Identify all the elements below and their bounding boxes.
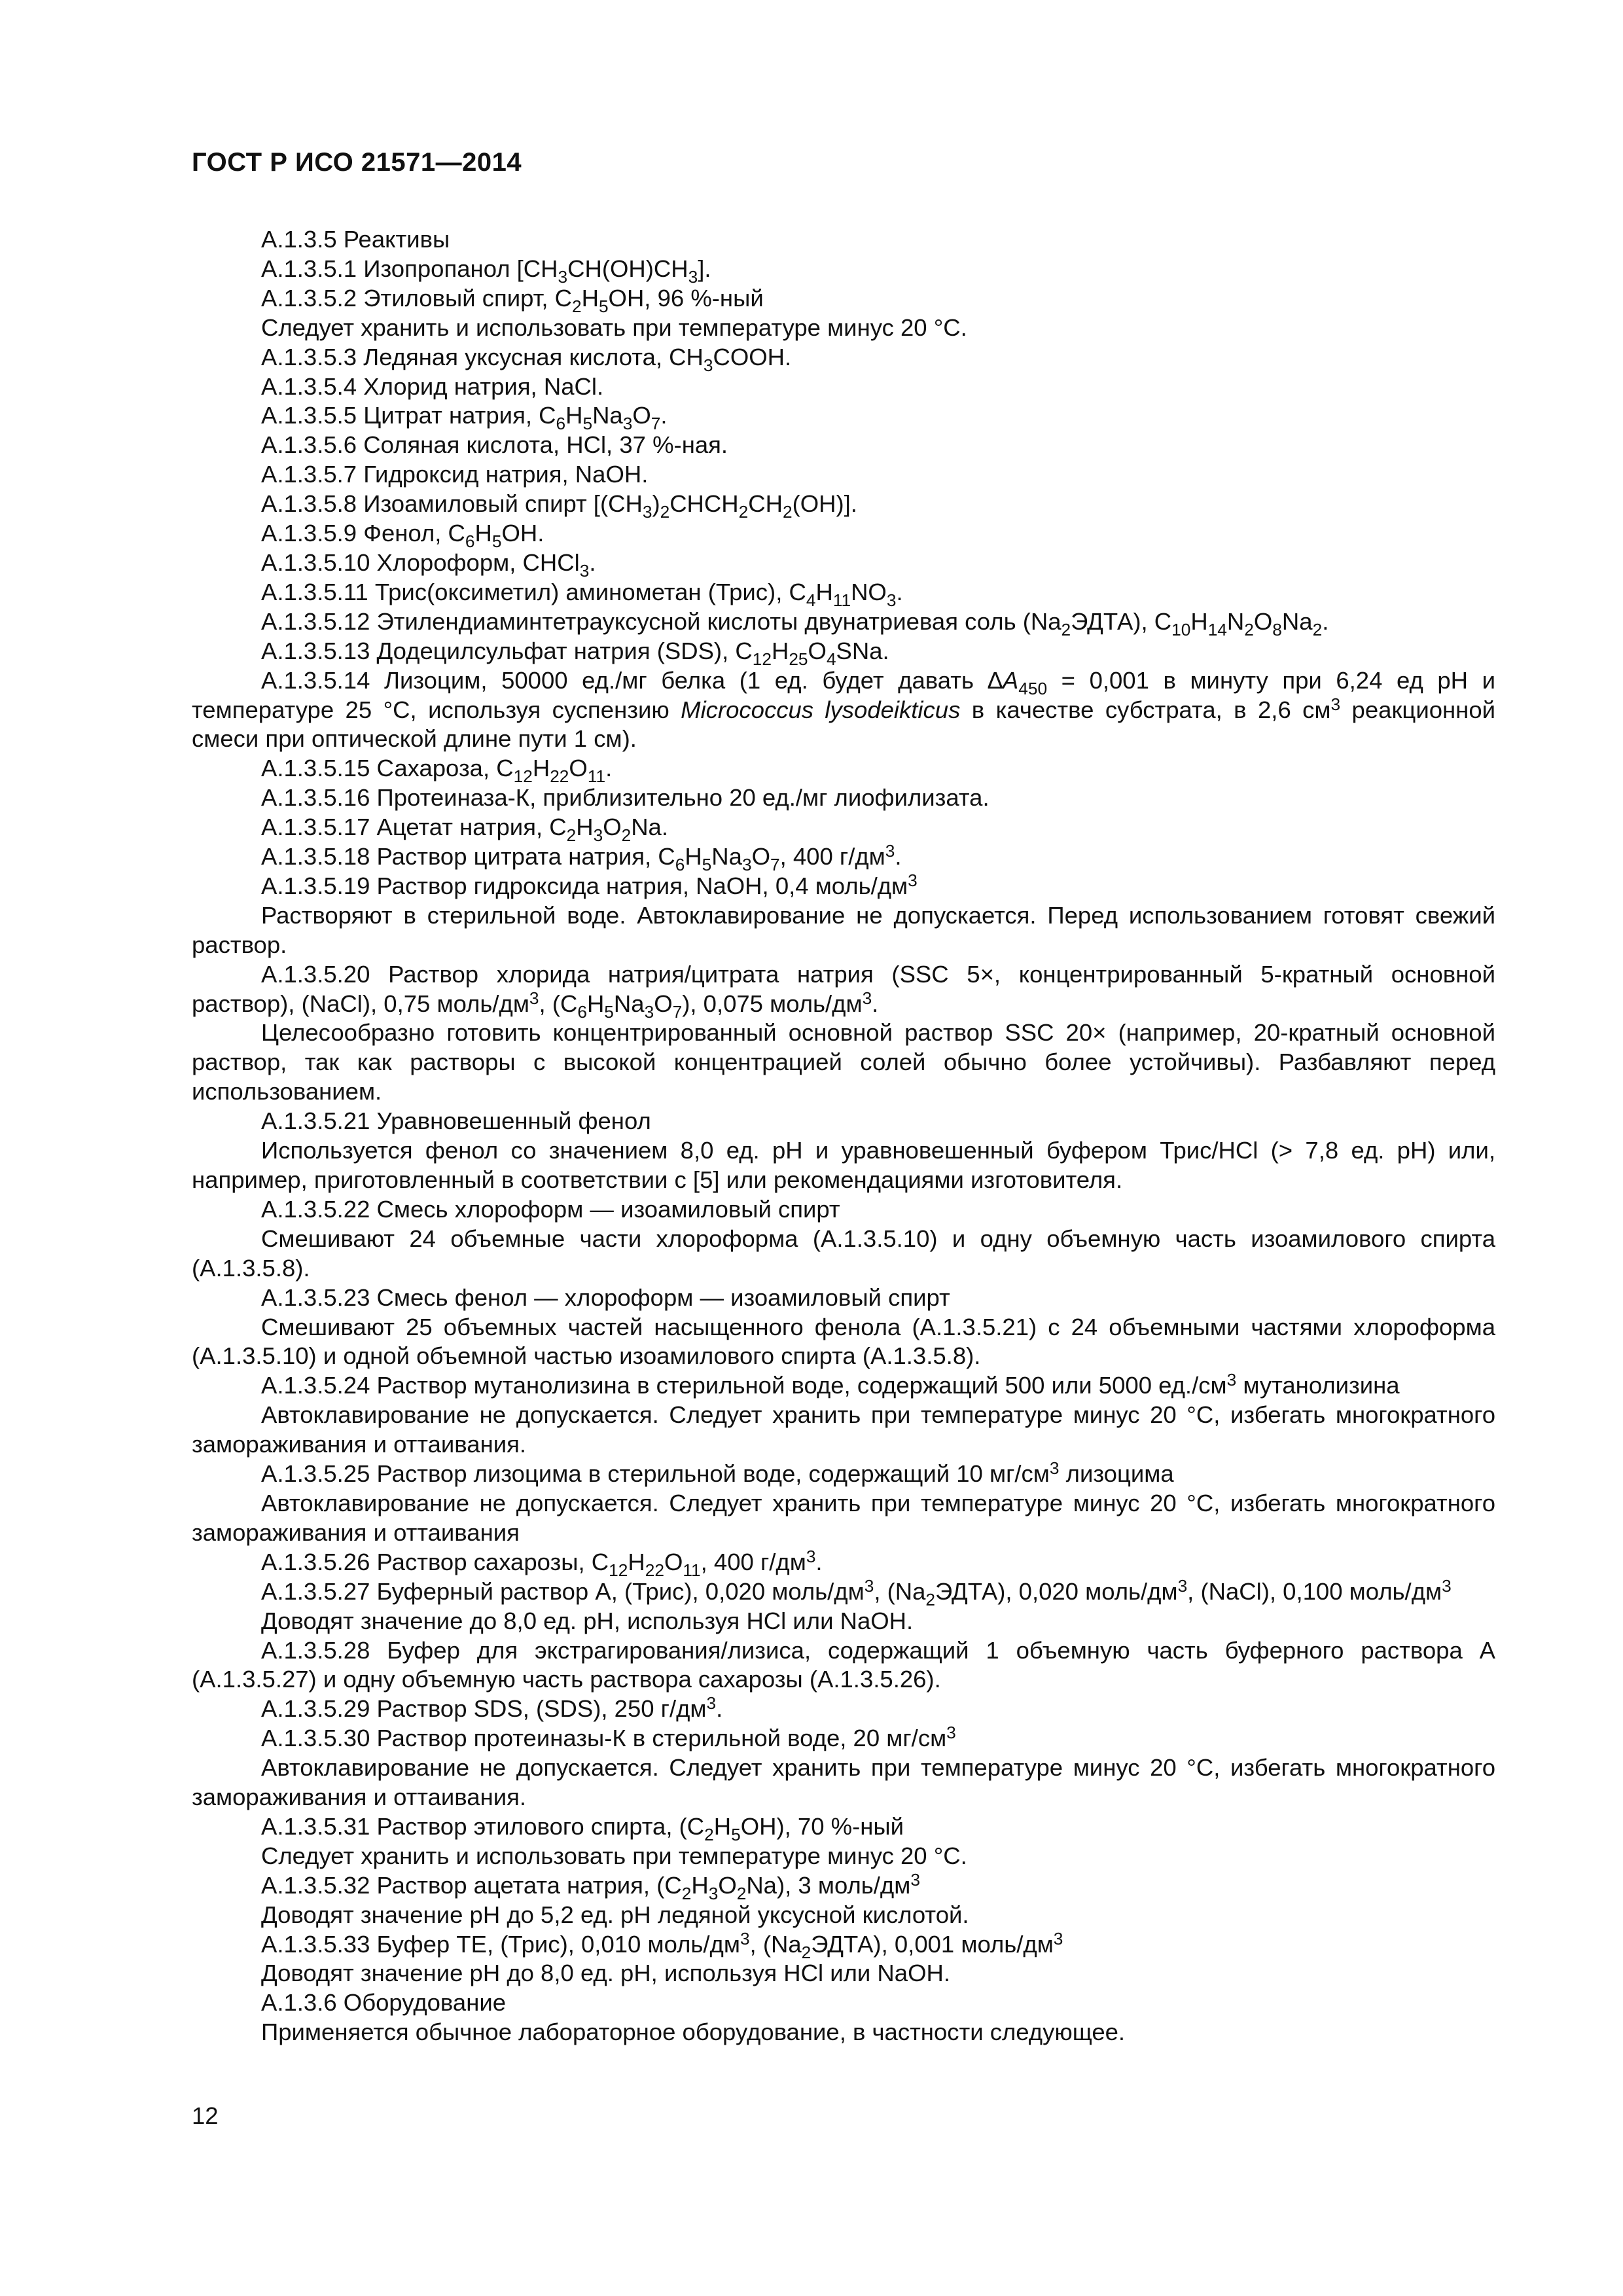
paragraph: А.1.3.5.3 Ледяная уксусная кислота, $CH_3COOH$. bbox=[261, 343, 792, 375]
paragraph: А.1.3.5.6 Соляная кислота, HCl, 37 %-ная. bbox=[261, 431, 728, 459]
paragraph: А.1.3.5.27 Буферный раствор А, (Трис), 0,020 моль/$дм^3$, $(Na_2ЭДТА)$, 0,020 моль/$дм^3$, (NaCl), 0,100 моль/$дм^3$ bbox=[261, 1575, 1452, 1609]
paragraph: А.1.3.6 Оборудование bbox=[261, 1989, 507, 2017]
paragraph: Смешивают 24 объемные части хлороформа (А.1.3.5.10) и одну объемную часть изоамилового спирта (А.1.3.5.8). bbox=[192, 1225, 1495, 1282]
paragraph: А.1.3.5.23 Смесь фенол — хлороформ — изоамиловый спирт bbox=[261, 1283, 950, 1311]
paragraph: Используется фенол со значением 8,0 ед. pH и уравновешенный буфером Трис/HCl (> 7,8 ед. pH) или, например, приготовленный в соответствии с [5] или рекомендациями изготовителя. bbox=[192, 1137, 1495, 1193]
paragraph: Автоклавирование не допускается. Следует хранить при температуре минус 20 °С, избегать многократного замораживания и оттаивания. bbox=[192, 1401, 1495, 1458]
paragraph: Целесообразно готовить концентрированный основной раствор SSC 20× (например, 20-кратный основной раствор, так как растворы с высокой концентрацией солей обычно более устойчивы). Разбавляют перед использованием. bbox=[192, 1019, 1495, 1105]
paragraph: А.1.3.5.20 Раствор хлорида натрия/цитрата натрия (SSC 5×, концентрированный 5-кратный основной раствор), (NaCl), 0,75 моль/$дм^3$, $(C_6H_5Na_3O_7)$, 0,075 моль/$дм^3$. bbox=[192, 960, 1495, 1022]
paragraph: А.1.3.5.5 Цитрат натрия, $C_6H_5Na_3O_7$. bbox=[261, 402, 668, 434]
paragraph: А.1.3.5.29 Раствор SDS, (SDS), 250 $г/дм^3$. bbox=[261, 1693, 723, 1723]
document-header-title: ГОСТ Р ИСО 21571—2014 bbox=[192, 148, 522, 177]
paragraph: А.1.3.5.19 Раствор гидроксида натрия, NaOH, 0,4 моль/$дм^3$ bbox=[261, 870, 918, 899]
paragraph: А.1.3.5.16 Протеиназа-К, приблизительно 20 ед./мг лиофилизата. bbox=[261, 784, 990, 812]
paragraph: Доводят значение pH до 5,2 ед. pH ледяной уксусной кислотой. bbox=[261, 1901, 969, 1928]
paragraph: А.1.3.5.9 Фенол, $C_6H_5OH$. bbox=[261, 520, 544, 551]
paragraph: А.1.3.5.17 Ацетат натрия, $C_2H_3O_2Na$. bbox=[261, 814, 669, 846]
paragraph: Следует хранить и использовать при температуре минус 20 °С. bbox=[261, 314, 967, 341]
paragraph: Доводят значение pH до 8,0 ед. pH, используя HCl или NaOH. bbox=[261, 1960, 950, 1987]
paragraph: А.1.3.5.7 Гидроксид натрия, NaOH. bbox=[261, 461, 649, 488]
paragraph: А.1.3.5.32 Раствор ацетата натрия, $(C_2H_3O_2Na)$, 3 моль/$дм^3$ bbox=[261, 1869, 920, 1903]
paragraph: А.1.3.5.11 Трис(оксиметил) аминометан (Трис), $C_4H_{11}NO_3$. bbox=[261, 578, 903, 610]
paragraph: Автоклавирование не допускается. Следует хранить при температуре минус 20 °С, избегать многократного замораживания и оттаивания. bbox=[192, 1754, 1495, 1811]
paragraph: А.1.3.5.18 Раствор цитрата натрия, $C_6H_5Na_3O_7$, 400 $г/дм^3$. bbox=[261, 841, 902, 874]
paragraph: А.1.3.5.4 Хлорид натрия, NaCl. bbox=[261, 372, 604, 400]
paragraph: Растворяют в стерильной воде. Автоклавирование не допускается. Перед использованием готовят свежий раствор. bbox=[192, 901, 1495, 958]
paragraph: А.1.3.5.24 Раствор мутанолизина в стерильной воде, содержащий 500 или 5000 $ед./см^3$ мутанолизина bbox=[261, 1370, 1400, 1399]
paragraph: А.1.3.5.25 Раствор лизоцима в стерильной воде, содержащий 10 $мг/см^3$ лизоцима bbox=[261, 1458, 1174, 1488]
page-number: 12 bbox=[192, 2102, 219, 2129]
paragraph: Доводят значение до 8,0 ед. pH, используя HCl или NaOH. bbox=[261, 1607, 914, 1634]
paragraph: А.1.3.5.13 Додецилсульфат натрия (SDS), $C_{12}H_{25}O_4SNa$. bbox=[261, 637, 889, 669]
document-body bbox=[192, 225, 1495, 2047]
paragraph: А.1.3.5.8 Изоамиловый спирт $[(CH_3)_2CHCH_2CH_2(OH)]$. bbox=[261, 490, 857, 522]
paragraph: А.1.3.5.14 Лизоцим, 50000 ед./мг белка (1 ед. будет давать $\Delta A_{450} = 0,001$ в минуту при 6,24 ед pH и температуре 25 °С, используя суспензию Micrococcus lysodeikticus в качестве субстрата, в 2,6 $см^3$ реакционной смеси при оптической длине пути 1 см). bbox=[192, 666, 1496, 753]
paragraph: А.1.3.5 Реактивы bbox=[261, 226, 450, 253]
paragraph: А.1.3.5.33 Буфер ТЕ, (Трис), 0,010 моль/$дм^3$, $(Na_2ЭДТА)$, 0,001 моль/$дм^3$ bbox=[261, 1928, 1063, 1962]
paragraph: А.1.3.5.31 Раствор этилового спирта, $(C_2H_5OH)$, 70 %-ный bbox=[261, 1812, 904, 1844]
paragraph: А.1.3.5.30 Раствор протеиназы-К в стерильной воде, 20 $мг/см^3$ bbox=[261, 1723, 956, 1752]
paragraph: А.1.3.5.26 Раствор сахарозы, $C_{12}H_{22}O_{11}$, 400 $г/дм^3$. bbox=[261, 1546, 823, 1580]
paragraph: Автоклавирование не допускается. Следует хранить при температуре минус 20 °С, избегать многократного замораживания и оттаивания bbox=[192, 1489, 1495, 1546]
paragraph: Следует хранить и использовать при температуре минус 20 °С. bbox=[261, 1842, 967, 1869]
paragraph: Применяется обычное лабораторное оборудование, в частности следующее. bbox=[261, 2018, 1126, 2046]
paragraph: Смешивают 25 объемных частей насыщенного фенола (А.1.3.5.21) с 24 объемными частями хлороформа (А.1.3.5.10) и одной объемной частью изоамилового спирта (А.1.3.5.8). bbox=[192, 1313, 1495, 1370]
paragraph: А.1.3.5.10 Хлороформ, CHCl$_3$. bbox=[261, 548, 596, 581]
paragraph: А.1.3.5.15 Сахароза, $C_{12}H_{22}O_{11}$. bbox=[261, 755, 613, 787]
paragraph: А.1.3.5.21 Уравновешенный фенол bbox=[261, 1107, 651, 1135]
paragraph: А.1.3.5.28 Буфер для экстрагирования/лизиса, содержащий 1 объемную часть буферного раствора А (А.1.3.5.27) и одну объемную часть раствора сахарозы (А.1.3.5.26). bbox=[192, 1636, 1495, 1693]
paragraph: А.1.3.5.2 Этиловый спирт, $C_2H_5OH$, 96 %-ный bbox=[261, 284, 764, 316]
paragraph: А.1.3.5.1 Изопропанол $[CH_3CH(OH)CH_3]$. bbox=[261, 255, 711, 287]
paragraph: А.1.3.5.22 Смесь хлороформ — изоамиловый спирт bbox=[261, 1195, 840, 1223]
paragraph: А.1.3.5.12 Этилендиаминтетрауксусной кислоты двунатриевая соль $(Na_2ЭДТА)$, $C_{10}H_{14}N_2O_8Na_2$. bbox=[261, 607, 1329, 639]
